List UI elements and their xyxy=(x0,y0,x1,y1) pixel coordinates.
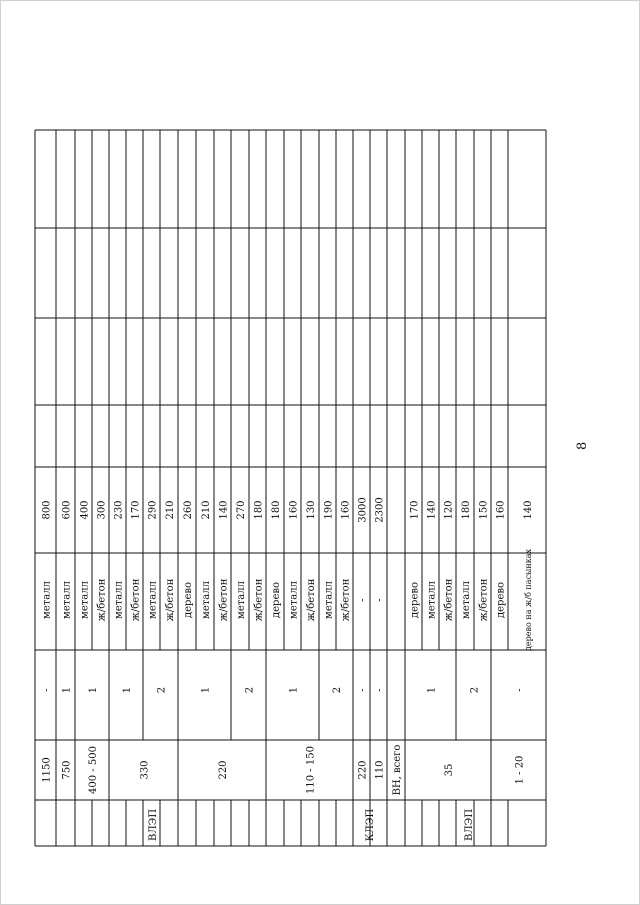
material-cell: металл xyxy=(323,581,335,619)
value-cell: 260 xyxy=(183,500,194,520)
page-number: 8 xyxy=(575,441,590,450)
material-cell: дерево xyxy=(271,581,282,619)
table-grid xyxy=(35,130,546,846)
material-cell: - xyxy=(374,598,386,602)
voltage-cell: 220 xyxy=(357,760,369,780)
material-cell: ж/бетон xyxy=(478,578,490,622)
category-vlep-upper: ВЛЭП xyxy=(148,808,159,842)
circuits-cell: - xyxy=(374,688,386,692)
value-cell: 2300 xyxy=(374,497,386,523)
value-cell: 230 xyxy=(113,500,125,520)
value-cell: 800 xyxy=(41,500,53,520)
circuits-cell: 2 xyxy=(244,686,256,694)
material-cell: - xyxy=(357,598,369,602)
value-cell: 210 xyxy=(201,500,212,520)
material-cell: металл xyxy=(461,581,472,619)
voltage-cell: 330 xyxy=(139,760,151,780)
material-cell: дерево на ж/б пасынках xyxy=(524,549,533,651)
value-cell: 170 xyxy=(130,500,142,520)
circuits-cell: 1 xyxy=(61,686,73,694)
voltage-cell: 110 - 150 xyxy=(305,746,317,794)
material-cell: ж/бетон xyxy=(443,578,455,622)
value-cell: 140 xyxy=(426,500,438,520)
material-cell: ж/бетон xyxy=(130,578,142,622)
voltage-cell: 35 xyxy=(444,763,455,777)
category-klep: КЛЭП xyxy=(365,808,376,842)
material-cell: дерево xyxy=(183,581,194,619)
material-cell: металл xyxy=(41,581,53,619)
value-cell: 190 xyxy=(323,500,335,520)
value-cell: 160 xyxy=(495,500,507,520)
circuits-cell: 2 xyxy=(469,686,481,694)
material-cell: дерево xyxy=(495,581,507,619)
circuits-cell: - xyxy=(41,688,53,692)
material-cell: ж/бетон xyxy=(306,578,317,622)
category-vlep-lower: ВЛЭП xyxy=(464,808,475,842)
circuits-cell: 1 xyxy=(426,686,438,694)
value-cell: 290 xyxy=(147,500,159,520)
voltage-cell: 750 xyxy=(61,760,73,780)
material-cell: металл xyxy=(236,581,247,619)
circuits-cell: 1 xyxy=(88,686,99,694)
value-cell: 180 xyxy=(461,500,472,520)
voltage-cell: 1 - 20 xyxy=(514,755,526,785)
value-cell: 140 xyxy=(218,500,230,520)
circuits-cell: 1 xyxy=(200,686,212,694)
voltage-cell: 110 xyxy=(374,760,386,780)
voltage-cell: 1150 xyxy=(41,757,53,783)
value-cell: 140 xyxy=(523,500,534,520)
material-cell: металл xyxy=(79,581,91,619)
voltage-cell: 220 xyxy=(218,760,229,780)
value-cell: 120 xyxy=(443,500,455,520)
voltage-cell: ВН, всего xyxy=(392,744,403,796)
circuits-cell: - xyxy=(357,688,369,692)
value-cell: 170 xyxy=(409,500,421,520)
value-cell: 400 xyxy=(79,500,91,520)
material-cell: ж/бетон xyxy=(165,578,176,622)
material-cell: ж/бетон xyxy=(340,578,352,622)
material-cell: металл xyxy=(201,581,212,619)
value-cell: 300 xyxy=(96,500,108,520)
material-cell: дерево xyxy=(409,581,421,619)
material-cell: ж/бетон xyxy=(96,578,108,622)
circuits-cell: 2 xyxy=(332,686,343,694)
material-cell: металл xyxy=(288,581,300,619)
material-cell: ж/бетон xyxy=(253,578,265,622)
value-cell: 130 xyxy=(306,500,317,520)
table-text-layer xyxy=(42,497,535,841)
value-cell: 600 xyxy=(61,500,73,520)
material-cell: металл xyxy=(426,581,438,619)
value-cell: 210 xyxy=(165,500,176,520)
material-cell: металл xyxy=(61,581,73,619)
circuits-cell: 2 xyxy=(156,686,168,694)
value-cell: 270 xyxy=(236,500,247,520)
value-cell: 160 xyxy=(340,500,352,520)
value-cell: 180 xyxy=(253,500,265,520)
voltage-cell: 400 - 500 xyxy=(88,746,99,794)
value-cell: 150 xyxy=(478,500,490,520)
circuits-cell: - xyxy=(514,688,526,692)
material-cell: металл xyxy=(147,581,159,619)
material-cell: металл xyxy=(113,581,125,619)
material-cell: ж/бетон xyxy=(218,578,230,622)
value-cell: 160 xyxy=(288,500,300,520)
value-cell: 180 xyxy=(271,500,282,520)
circuits-cell: 1 xyxy=(288,686,300,694)
circuits-cell: 1 xyxy=(122,686,133,694)
value-cell: 3000 xyxy=(357,497,369,523)
